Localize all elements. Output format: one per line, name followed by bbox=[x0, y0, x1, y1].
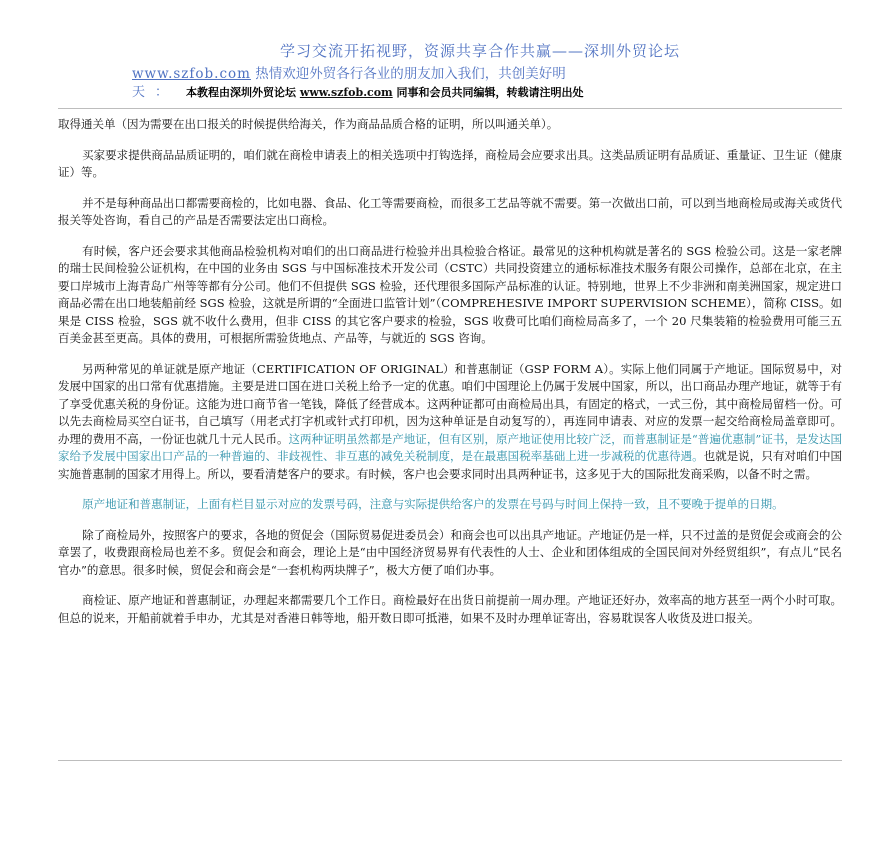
paragraph-6: 原产地证和普惠制证，上面有栏目显示对应的发票号码，注意与实际提供给客户的发票在号码与时间上保持一致，且不要晚于提单的日期。 bbox=[82, 497, 784, 511]
notice-link[interactable]: www.szfob.com bbox=[299, 86, 393, 99]
header-welcome-line bbox=[132, 62, 566, 82]
notice-text-a: 本教程由深圳外贸论坛 bbox=[186, 86, 300, 99]
header-copyright-notice bbox=[132, 81, 584, 100]
header-tian: 天： bbox=[132, 85, 179, 100]
header-welcome-text: 热情欢迎外贸各行各业的朋友加入我们，共创美好明 bbox=[250, 66, 566, 82]
header-slogan: 学习交流开拓视野，资源共享合作共赢——深圳外贸论坛 bbox=[279, 42, 680, 60]
paragraph-1: 取得通关单（因为需要在出口报关的时候提供给海关，作为商品品质合格的证明，所以叫通关单）。 bbox=[58, 117, 559, 131]
site-link[interactable]: www.szfob.com bbox=[132, 66, 251, 82]
paragraph-4: 有时候，客户还会要求其他商品检验机构对咱们的出口商品进行检验并出具检验合格证。最常见的这种机构就是著名的 SGS 检验公司。这是一家老牌的瑞士民间检验公证机构，在中国的业务由 SGS 与中国标准技术开发公司（CSTC）共同投资建立的通标标准技术服务有限公司操作，总部在北京，在主要口岸城市上海青岛广州等等都有分公司。他们不但提供 SGS 检验，还代理很多国际产品标准的认证。特别地，世界上不少非洲和南美洲国家，规定进口商品必需在出口地装船前经 SGS 检验，这就是所谓的“全面进口监管计划”（COMPREHESIVE IMPORT SUPERVISION SCHEME），简称 CISS。如果是 CISS 检验，SGS 就不收什么费用，但非 CISS 的其它客户要求的检验，SGS 收费可比咱们商检局高多了，一个 20 尺集装箱的检验费用可能三五百美金甚至更高。具体的费用，可根据所需验货地点、产品等，与就近的 SGS 咨询。 bbox=[58, 243, 842, 345]
paragraph-7: 除了商检局外，按照客户的要求，各地的贸促会（国际贸易促进委员会）和商会也可以出具产地证。产地证仍是一样，只不过盖的是贸促会或商会的公章罢了，收费跟商检局也差不多。贸促会和商会，理论上是“由中国经济贸易界有代表性的人士、企业和团体组成的全国民间对外经贸组织”，有点儿“民名官办”的意思。很多时候，贸促会和商会是“一套机构两块牌子”，极大方便了咱们办事。 bbox=[58, 527, 842, 577]
paragraph-8: 商检证、原产地证和普惠制证，办理起来都需要几个工作日。商检最好在出货日前提前一周办理。产地证还好办，效率高的地方甚至一两个小时可取。但总的说来，开船前就着手申办，尤其是对香港日韩等地，船开数日即可抵港，如果不及时办理单证寄出，容易耽误客人收货及进口报关。 bbox=[58, 593, 842, 625]
header-divider bbox=[58, 108, 842, 109]
paragraph-5 bbox=[58, 361, 842, 484]
paragraph-5-text: 另两种常见的单证就是原产地证（CERTIFICATION OF ORIGINAL）和普惠制证（GSP FORM A）。实际上他们同属于产地证。国际贸易中，对发展中国家的出口常有优惠措施。主要是进口国在进口关税上给予一定的优惠。咱们中国理论上仍属于发展中国家，所以，出口商品办理产地证，就等于有了享受优惠关税的身份证。这能为进口商节省一笔钱，降低了经营成本。这两种证都可由商检局出具，有固定的格式，一式三份，其中商检局留档一份。可以先去商检局买空白证书，自己填写（用老式打字机或针式打印机，因为这种单证是自动复写的），再连同申请表、对应的发票一起交给商检局盖章即可。办理的费用不高，一份证也就几十元人民币。 bbox=[58, 361, 842, 446]
notice-text-b: 同事和会员共同编辑，转载请注明出处 bbox=[392, 86, 584, 99]
paragraph-5-text-end: 也就是说，只有对咱们中国实施普惠制的国家才用得上。所以，要看清楚客户的要求。有时候，客户也会要求同时出具两种证书，这多见于大的国际批发商采购，以备不时之需。 bbox=[58, 449, 842, 481]
document-body bbox=[58, 116, 842, 627]
paragraph-3: 并不是每种商品出口都需要商检的，比如电器、食品、化工等需要商检，而很多工艺品等就不需要。第一次做出口前，可以到当地商检局或海关或货代报关等处咨询，看自己的产品是否需要法定出口商检。 bbox=[58, 195, 842, 227]
paragraph-5-highlight: 这两种证明虽然都是产地证，但有区别，原产地证使用比较广泛，而普惠制证是“普遍优惠制”证书，是发达国家给予发展中国家出口产品的一种普遍的、非歧视性、非互惠的减免关税制度，是在最惠国税率基础上进一步减税的优惠待遇。 bbox=[58, 431, 842, 463]
paragraph-2: 买家要求提供商品品质证明的，咱们就在商检申请表上的相关选项中打钩选择，商检局会应要求出具。这类品质证明有品质证、重量证、卫生证（健康证）等。 bbox=[58, 147, 842, 179]
footer-divider bbox=[58, 760, 842, 761]
forum-header bbox=[0, 40, 870, 100]
